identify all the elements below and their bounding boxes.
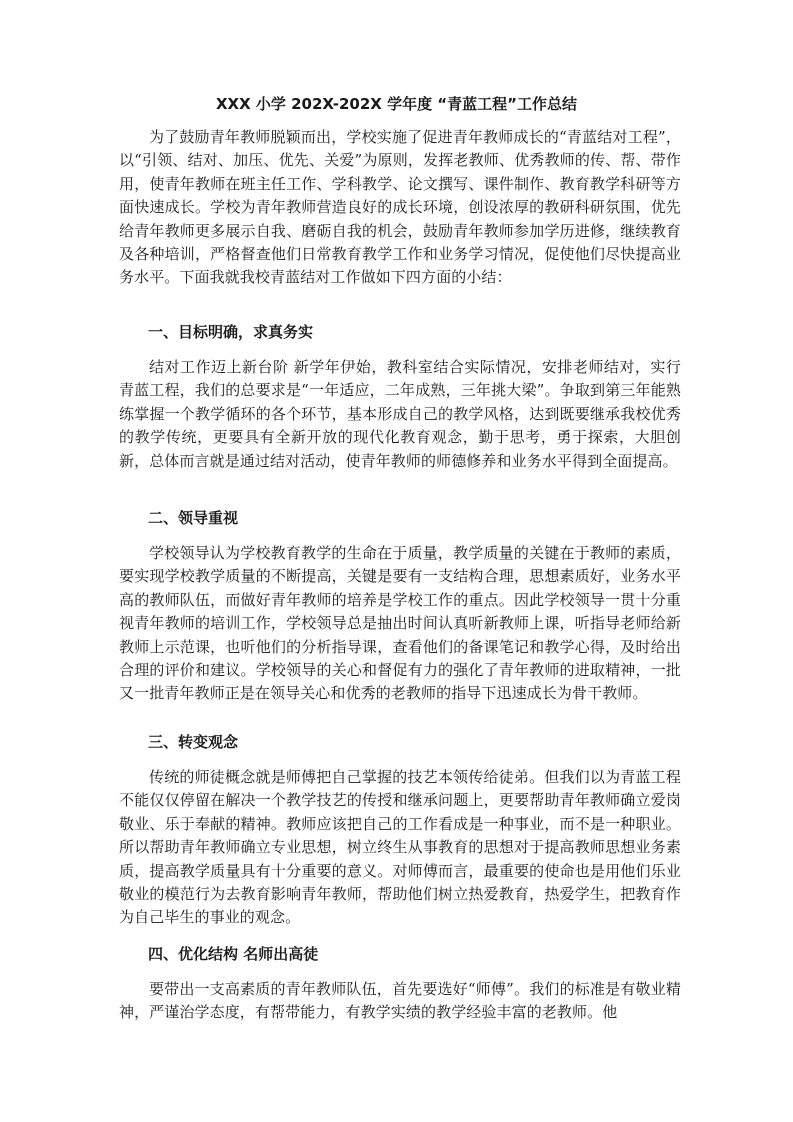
intro-paragraph: 为了鼓励青年教师脱颖而出，学校实施了促进青年教师成长的“青蓝结对工程”，以“引领、结对、加压、优先、关爱”为原则，发挥老教师、优秀教师的传、帮、带作用，使青年教师在班主任工作、学科教学、论文撰写、课件制作、教育教学科研等方面快速成长。学校为青年教师营造良好的成长环境，创设浓厚的教研科研氛围，优先给青年教师更多展示自我、磨砺自我的机会，鼓励青年教师参加学历进修，继续教育及各种培训，严格督查他们日常教育教学工作和业务学习情况，促使他们尽快提高业务水平。下面我就我校青蓝结对工作做如下四方面的小结：	[119, 128, 681, 287]
section-2-body: 学校领导认为学校教育教学的生命在于质量，教学质量的关键在于教师的素质，要实现学校教学质量的不断提高，关键是要有一支结构合理，思想素质好，业务水平高的教师队伍，而做好青年教师的培养是学校工作的重点。因此学校领导一贯十分重视青年教师的培训工作，学校领导总是抽出时间认真听新教师上课，听指导老师给新教师上示范课，也听他们的分析指导课，查看他们的备课笔记和教学心得，及时给出合理的评价和建议。学校领导的关心和督促有力的强化了青年教师的进取精神，一批又一批青年教师正是在领导关心和优秀的老教师的指导下迅速成长为骨干教师。	[119, 544, 681, 703]
section-1-body: 结对工作迈上新台阶 新学年伊始，教科室结合实际情况，安排老师结对，实行青蓝工程，我们的总要求是“一年适应，二年成熟，三年挑大梁”。争取到第三年能熟练掌握一个教学循环的各个环节，基本形成自己的教学风格，达到既要继承我校优秀的教学传统，更要具有全新开放的现代化教育观念，勤于思考，勇于探索，大胆创新，总体而言就是通过结对活动，使青年教师的师德修养和业务水平得到全面提高。	[119, 358, 681, 470]
section-2-heading: 二、领导重视	[148, 509, 239, 527]
section-3-heading: 三、转变观念	[148, 733, 239, 751]
section-1-heading: 一、目标明确，求真务实	[148, 323, 314, 341]
section-4-heading: 四、优化结构 名师出高徒	[148, 945, 319, 963]
section-4-body: 要带出一支高素质的青年教师队伍，首先要选好“师傅”。我们的标准是有敬业精神，严谨治学态度，有帮带能力，有教学实绩的教学经验丰富的老教师。他	[119, 980, 681, 1022]
document-title: XXX 小学 202X-202X 学年度 “青蓝工程”工作总结	[215, 95, 578, 113]
section-3-body: 传统的师徒概念就是师傅把自己掌握的技艺本领传给徒弟。但我们以为青蓝工程不能仅仅停留在解决一个教学技艺的传授和继承问题上，更要帮助青年教师确立爱岗敬业、乐于奉献的精神。教师应该把自己的工作看成是一种事业，而不是一种职业。所以帮助青年教师确立专业思想，树立终生从事教育的思想对于提高教师思想业务素质，提高教学质量具有十分重要的意义。对师傅而言，最重要的使命也是用他们乐业敬业的模范行为去教育影响青年教师，帮助他们树立热爱教育，热爱学生，把教育作为自己毕生的事业的观念。	[119, 768, 681, 927]
